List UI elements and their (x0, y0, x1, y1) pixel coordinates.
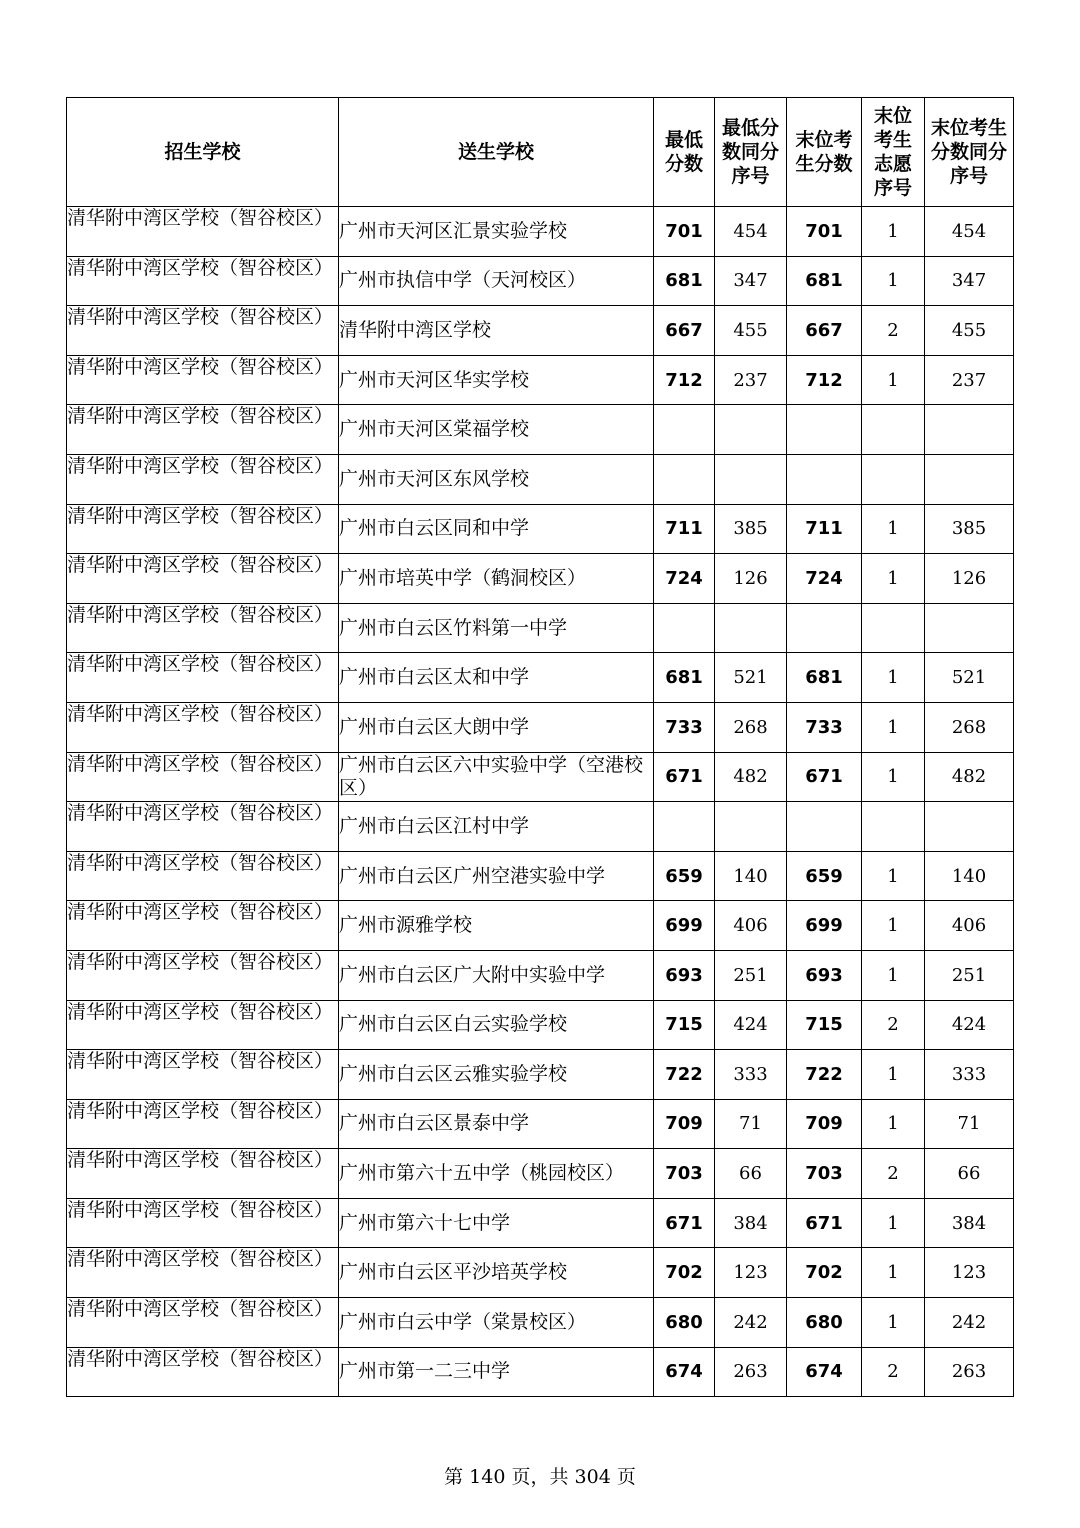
last-score-cell: 681 (787, 653, 862, 703)
wish-order-cell: 1 (862, 901, 925, 951)
wish-order-cell: 1 (862, 1050, 925, 1100)
send-school-cell: 广州市白云区六中实验中学（空港校区） (339, 752, 654, 802)
last-score-rank-cell: 406 (925, 901, 1014, 951)
enroll-school-cell: 清华附中湾区学校（智谷校区） (67, 504, 339, 554)
wish-order-cell (862, 802, 925, 852)
header-last-score-rank: 末位考生分数同分序号 (925, 98, 1014, 207)
enroll-school-cell: 清华附中湾区学校（智谷校区） (67, 1099, 339, 1149)
min-score-cell: 703 (654, 1149, 715, 1199)
wish-order-cell: 1 (862, 752, 925, 802)
min-score-rank-cell: 140 (715, 851, 787, 901)
wish-order-cell: 1 (862, 1298, 925, 1348)
send-school-cell: 广州市执信中学（天河校区） (339, 256, 654, 306)
min-score-rank-cell: 263 (715, 1347, 787, 1397)
wish-order-cell: 1 (862, 355, 925, 405)
min-score-rank-cell: 333 (715, 1050, 787, 1100)
last-score-rank-cell: 140 (925, 851, 1014, 901)
last-score-rank-cell (925, 405, 1014, 455)
min-score-rank-cell: 242 (715, 1298, 787, 1348)
enroll-school-cell: 清华附中湾区学校（智谷校区） (67, 1050, 339, 1100)
last-score-cell: 715 (787, 1000, 862, 1050)
min-score-rank-cell: 454 (715, 207, 787, 257)
enroll-school-cell: 清华附中湾区学校（智谷校区） (67, 1198, 339, 1248)
table-row (67, 1000, 1014, 1050)
enroll-school-cell: 清华附中湾区学校（智谷校区） (67, 405, 339, 455)
last-score-cell: 681 (787, 256, 862, 306)
last-score-rank-cell: 333 (925, 1050, 1014, 1100)
table-row (67, 752, 1014, 802)
min-score-rank-cell: 406 (715, 901, 787, 951)
send-school-cell: 广州市培英中学（鹤洞校区） (339, 554, 654, 604)
min-score-rank-cell: 521 (715, 653, 787, 703)
send-school-cell: 广州市白云区太和中学 (339, 653, 654, 703)
table-row (67, 1149, 1014, 1199)
page-footer: 第 140 页，共 304 页 (444, 1466, 636, 1488)
send-school-cell: 广州市第一二三中学 (339, 1347, 654, 1397)
min-score-rank-cell: 424 (715, 1000, 787, 1050)
min-score-rank-cell: 384 (715, 1198, 787, 1248)
send-school-cell: 广州市天河区东风学校 (339, 454, 654, 504)
enroll-school-cell: 清华附中湾区学校（智谷校区） (67, 851, 339, 901)
last-score-rank-cell: 251 (925, 950, 1014, 1000)
last-score-cell: 667 (787, 306, 862, 356)
last-score-rank-cell (925, 802, 1014, 852)
min-score-rank-cell: 251 (715, 950, 787, 1000)
enroll-school-cell: 清华附中湾区学校（智谷校区） (67, 454, 339, 504)
enroll-school-cell: 清华附中湾区学校（智谷校区） (67, 702, 339, 752)
enroll-school-cell: 清华附中湾区学校（智谷校区） (67, 1248, 339, 1298)
send-school-cell: 广州市白云区广大附中实验中学 (339, 950, 654, 1000)
min-score-cell: 667 (654, 306, 715, 356)
send-school-cell: 广州市天河区汇景实验学校 (339, 207, 654, 257)
last-score-cell: 693 (787, 950, 862, 1000)
enroll-school-cell: 清华附中湾区学校（智谷校区） (67, 256, 339, 306)
send-school-cell: 广州市天河区华实学校 (339, 355, 654, 405)
header-last-wish-order: 末位考生志愿序号 (862, 98, 925, 207)
header-min-score-rank: 最低分数同分序号 (715, 98, 787, 207)
last-score-rank-cell: 66 (925, 1149, 1014, 1199)
enroll-school-cell: 清华附中湾区学校（智谷校区） (67, 950, 339, 1000)
last-score-cell: 671 (787, 752, 862, 802)
send-school-cell: 广州市白云区白云实验学校 (339, 1000, 654, 1050)
last-score-cell: 703 (787, 1149, 862, 1199)
min-score-rank-cell: 237 (715, 355, 787, 405)
send-school-cell: 广州市白云区竹料第一中学 (339, 603, 654, 653)
last-score-rank-cell: 237 (925, 355, 1014, 405)
send-school-cell: 广州市白云区大朗中学 (339, 702, 654, 752)
wish-order-cell: 2 (862, 306, 925, 356)
send-school-cell: 广州市白云区广州空港实验中学 (339, 851, 654, 901)
enroll-school-cell: 清华附中湾区学校（智谷校区） (67, 901, 339, 951)
wish-order-cell (862, 454, 925, 504)
last-score-rank-cell: 454 (925, 207, 1014, 257)
send-school-cell: 广州市白云区江村中学 (339, 802, 654, 852)
wish-order-cell: 1 (862, 950, 925, 1000)
table-row (67, 306, 1014, 356)
table-row (67, 1298, 1014, 1348)
min-score-cell (654, 603, 715, 653)
table-body (67, 207, 1014, 1397)
wish-order-cell (862, 405, 925, 455)
enroll-school-cell: 清华附中湾区学校（智谷校区） (67, 1000, 339, 1050)
last-score-cell: 699 (787, 901, 862, 951)
last-score-cell: 711 (787, 504, 862, 554)
last-score-cell: 712 (787, 355, 862, 405)
wish-order-cell: 1 (862, 653, 925, 703)
table-row (67, 950, 1014, 1000)
min-score-cell: 681 (654, 256, 715, 306)
enroll-school-cell: 清华附中湾区学校（智谷校区） (67, 1347, 339, 1397)
wish-order-cell: 2 (862, 1149, 925, 1199)
last-score-cell: 702 (787, 1248, 862, 1298)
table-row (67, 851, 1014, 901)
send-school-cell: 广州市第六十七中学 (339, 1198, 654, 1248)
last-score-rank-cell: 482 (925, 752, 1014, 802)
min-score-cell: 671 (654, 1198, 715, 1248)
last-score-rank-cell: 268 (925, 702, 1014, 752)
wish-order-cell: 1 (862, 504, 925, 554)
min-score-rank-cell: 268 (715, 702, 787, 752)
last-score-rank-cell: 424 (925, 1000, 1014, 1050)
wish-order-cell (862, 603, 925, 653)
wish-order-cell: 2 (862, 1347, 925, 1397)
min-score-rank-cell: 126 (715, 554, 787, 604)
wish-order-cell: 1 (862, 851, 925, 901)
min-score-cell: 659 (654, 851, 715, 901)
table-row (67, 1248, 1014, 1298)
last-score-rank-cell: 384 (925, 1198, 1014, 1248)
min-score-rank-cell: 347 (715, 256, 787, 306)
table-row (67, 1050, 1014, 1100)
last-score-cell: 709 (787, 1099, 862, 1149)
wish-order-cell: 1 (862, 207, 925, 257)
min-score-rank-cell (715, 802, 787, 852)
last-score-cell (787, 603, 862, 653)
table-row (67, 504, 1014, 554)
min-score-cell: 671 (654, 752, 715, 802)
min-score-rank-cell: 385 (715, 504, 787, 554)
wish-order-cell: 1 (862, 554, 925, 604)
min-score-cell: 702 (654, 1248, 715, 1298)
min-score-cell: 701 (654, 207, 715, 257)
last-score-cell: 733 (787, 702, 862, 752)
last-score-rank-cell: 347 (925, 256, 1014, 306)
last-score-cell: 674 (787, 1347, 862, 1397)
enroll-school-cell: 清华附中湾区学校（智谷校区） (67, 207, 339, 257)
min-score-cell: 699 (654, 901, 715, 951)
last-score-cell: 671 (787, 1198, 862, 1248)
enroll-school-cell: 清华附中湾区学校（智谷校区） (67, 306, 339, 356)
last-score-rank-cell (925, 603, 1014, 653)
min-score-rank-cell: 455 (715, 306, 787, 356)
min-score-cell: 712 (654, 355, 715, 405)
header-enroll-school: 招生学校 (67, 98, 339, 207)
send-school-cell: 广州市第六十五中学（桃园校区） (339, 1149, 654, 1199)
wish-order-cell: 1 (862, 1198, 925, 1248)
last-score-cell (787, 405, 862, 455)
table-row (67, 207, 1014, 257)
header-min-score: 最低分数 (654, 98, 715, 207)
last-score-rank-cell: 385 (925, 504, 1014, 554)
table-row (67, 702, 1014, 752)
send-school-cell: 广州市白云区景泰中学 (339, 1099, 654, 1149)
min-score-cell: 711 (654, 504, 715, 554)
table-row (67, 405, 1014, 455)
last-score-rank-cell: 455 (925, 306, 1014, 356)
wish-order-cell: 2 (862, 1000, 925, 1050)
min-score-cell: 680 (654, 1298, 715, 1348)
table-row (67, 1198, 1014, 1248)
table-row (67, 355, 1014, 405)
enroll-school-cell: 清华附中湾区学校（智谷校区） (67, 355, 339, 405)
enroll-school-cell: 清华附中湾区学校（智谷校区） (67, 653, 339, 703)
last-score-rank-cell (925, 454, 1014, 504)
min-score-cell: 681 (654, 653, 715, 703)
header-row (67, 98, 1014, 207)
min-score-cell: 724 (654, 554, 715, 604)
last-score-cell: 701 (787, 207, 862, 257)
enroll-school-cell: 清华附中湾区学校（智谷校区） (67, 1149, 339, 1199)
wish-order-cell: 1 (862, 1099, 925, 1149)
table-row (67, 653, 1014, 703)
min-score-cell (654, 802, 715, 852)
wish-order-cell: 1 (862, 702, 925, 752)
last-score-rank-cell: 263 (925, 1347, 1014, 1397)
enroll-school-cell: 清华附中湾区学校（智谷校区） (67, 802, 339, 852)
table-row (67, 901, 1014, 951)
min-score-cell: 715 (654, 1000, 715, 1050)
header-last-score: 末位考生分数 (787, 98, 862, 207)
min-score-cell: 693 (654, 950, 715, 1000)
admission-score-table (66, 97, 1014, 1397)
table-row (67, 603, 1014, 653)
last-score-cell: 724 (787, 554, 862, 604)
last-score-cell: 680 (787, 1298, 862, 1348)
min-score-cell: 709 (654, 1099, 715, 1149)
min-score-cell (654, 405, 715, 455)
last-score-rank-cell: 126 (925, 554, 1014, 604)
send-school-cell: 广州市源雅学校 (339, 901, 654, 951)
table-row (67, 802, 1014, 852)
wish-order-cell: 1 (862, 256, 925, 306)
table-row (67, 1347, 1014, 1397)
last-score-cell: 722 (787, 1050, 862, 1100)
wish-order-cell: 1 (862, 1248, 925, 1298)
table-header (67, 98, 1014, 207)
last-score-rank-cell: 71 (925, 1099, 1014, 1149)
last-score-rank-cell: 521 (925, 653, 1014, 703)
send-school-cell: 广州市白云区云雅实验学校 (339, 1050, 654, 1100)
min-score-rank-cell: 123 (715, 1248, 787, 1298)
send-school-cell: 广州市白云中学（棠景校区） (339, 1298, 654, 1348)
last-score-cell: 659 (787, 851, 862, 901)
header-send-school: 送生学校 (339, 98, 654, 207)
enroll-school-cell: 清华附中湾区学校（智谷校区） (67, 554, 339, 604)
min-score-rank-cell: 66 (715, 1149, 787, 1199)
table-row (67, 256, 1014, 306)
table-row (67, 454, 1014, 504)
min-score-rank-cell (715, 454, 787, 504)
min-score-cell: 674 (654, 1347, 715, 1397)
send-school-cell: 广州市天河区棠福学校 (339, 405, 654, 455)
enroll-school-cell: 清华附中湾区学校（智谷校区） (67, 603, 339, 653)
last-score-rank-cell: 123 (925, 1248, 1014, 1298)
min-score-cell: 722 (654, 1050, 715, 1100)
table-row (67, 1099, 1014, 1149)
table-row (67, 554, 1014, 604)
send-school-cell: 广州市白云区同和中学 (339, 504, 654, 554)
min-score-rank-cell (715, 603, 787, 653)
send-school-cell: 广州市白云区平沙培英学校 (339, 1248, 654, 1298)
min-score-rank-cell (715, 405, 787, 455)
min-score-rank-cell: 482 (715, 752, 787, 802)
enroll-school-cell: 清华附中湾区学校（智谷校区） (67, 1298, 339, 1348)
min-score-cell (654, 454, 715, 504)
last-score-cell (787, 454, 862, 504)
min-score-rank-cell: 71 (715, 1099, 787, 1149)
last-score-rank-cell: 242 (925, 1298, 1014, 1348)
send-school-cell: 清华附中湾区学校 (339, 306, 654, 356)
last-score-cell (787, 802, 862, 852)
enroll-school-cell: 清华附中湾区学校（智谷校区） (67, 752, 339, 802)
min-score-cell: 733 (654, 702, 715, 752)
